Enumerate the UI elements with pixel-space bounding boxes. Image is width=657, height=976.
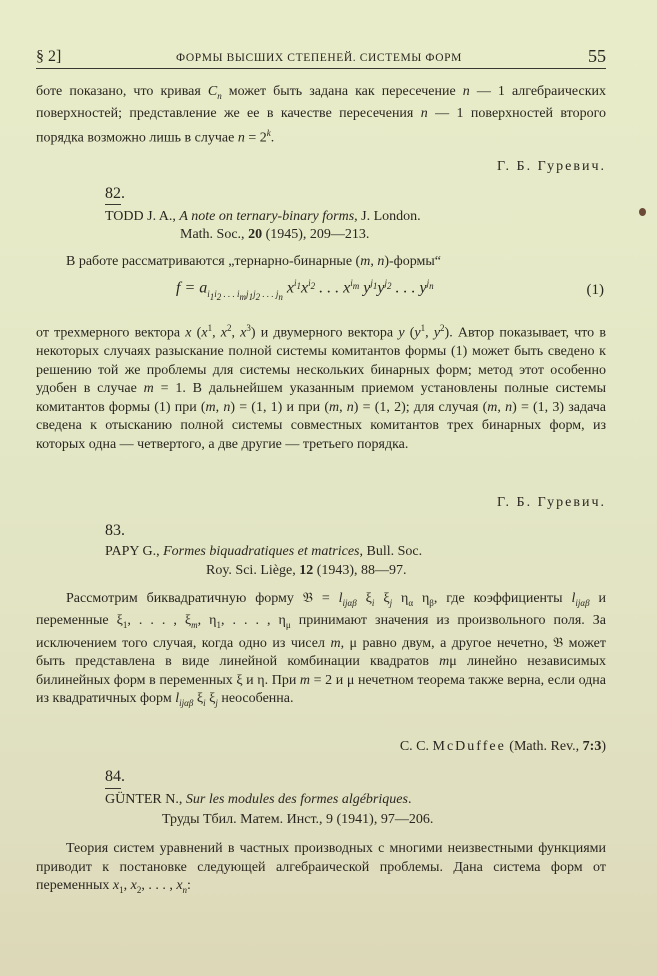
abstract-83: Рассмотрим биквадратичную форму 𝔅 = $l_{ij\alpha\beta}$ $\xi_i$ $\xi_j$ $\eta_\alpha$ $\eta_\beta$, где коэффициенты $l_{ij\alpha\beta}$ и переменные $\xi_1$, . . . , $\xi_m$, $\eta_1$, . . . , $\eta_\mu$ принимают значения из произвольного поля. За исключением того случая, когда одно из чисел m, μ равно двум, а другое нечетно, 𝔅 может быть представлена в виде линейной комбинации квадратов mμ линейно независимых билинейных форм в переменных ξ и η. При m = 2 и μ нечетном теорема также верна, если одна из квадратичных форм $l_{ij\alpha\beta}$ $\xi_i$ $\xi_j$ неособенна.	[36, 591, 607, 708]
signature-mcduffee: C. C. McDuffee (Math. Rev., 7:3)	[399, 739, 606, 754]
entry-number-82: 82.	[105, 185, 125, 202]
continuation-paragraph: боте показано, что кривая $C_n$ может быть задана как пересечение n — 1 алгебраических поверхностей; представление же ее в качестве пересечения n — 1 поверхностей второго порядка возможно лишь в случае $n = 2^k$.	[36, 84, 607, 146]
running-header	[36, 46, 606, 69]
entry-number-84: 84.	[105, 768, 125, 785]
equation-number: (1)	[586, 282, 604, 298]
entry-number-83: 83.	[105, 522, 125, 539]
signature-gurevich-2: Г. Б. Гуревич.	[497, 495, 606, 510]
reference-gunter-line1: GÜNTER N., Sur les modules des formes algébriques.	[105, 792, 412, 807]
entry-underline	[105, 788, 121, 789]
page-number: 55	[588, 46, 606, 66]
signature-gurevich-1: Г. Б. Гуревич.	[497, 159, 606, 174]
abstract-84: Теория систем уравнений в частных производных с многими неизвестными функциями приводит к постановке следующей алгебраической проблемы. Дана система форм от переменных $x_1$, $x_2$, . . . , $x_n$:	[36, 841, 606, 895]
ink-spot	[639, 208, 646, 216]
reference-todd-line2: Math. Soc., 20 (1945), 209—213.	[180, 227, 370, 242]
entry-underline	[105, 204, 121, 205]
formula-1: $f = a_{i_1i_2 . . . i_mj_1j_2 . . . j_n}$ $x^{i_1}x^{i_2}$ . . . $x^{i_m}$ $y^{j_1}y^{j_2}$ . . . $y^{j_n}$	[176, 278, 434, 302]
running-title: ФОРМЫ ВЫСШИХ СТЕПЕНЕЙ. СИСТЕМЫ ФОРМ	[176, 52, 462, 64]
reference-papy-line2: Roy. Sci. Liège, 12 (1943), 88—97.	[206, 563, 407, 578]
intro-82: В работе рассматриваются „тернарно-бинарные (m, n)-формы“	[66, 254, 442, 269]
reference-todd-line1: TODD J. A., A note on ternary-binary forms, J. London.	[105, 209, 421, 224]
reference-gunter-line2: Труды Тбил. Матем. Инст., 9 (1941), 97—206.	[162, 812, 434, 827]
reference-papy-line1: PAPY G., Formes biquadratiques et matrices, Bull. Soc.	[105, 544, 423, 559]
section-mark: § 2]	[36, 48, 62, 65]
abstract-82: от трехмерного вектора x ($x^1$, $x^2$, $x^3$) и двумерного вектора y ($y^1$, $y^2$). Автор показывает, что в некоторых случаях разыскание полной системы комитантов формы (1) может быть сведено к решению той же проблемы для системы нескольких бинарных форм; метод этот особенно удобен в случае m = 1. В дальнейшем указанным приемом установлены полные системы комитантов формы (1) при (m, n) = (1, 1) и при (m, n) = (1, 2); для случая (m, n) = (1, 3) задача сведена к отысканию полной системы совместных комитантов трех бинарных форм, из которых одна — четвертого, а две другие — третьего порядка.	[36, 323, 606, 452]
